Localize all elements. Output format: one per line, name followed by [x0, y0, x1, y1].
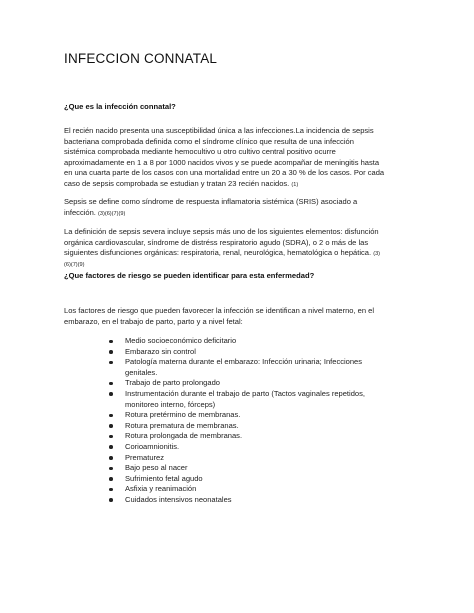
line-text: caso de sepsis comprobada se estudian y tratan 23 recién nacidos.: [64, 178, 290, 188]
list-item: [109, 474, 429, 485]
list-item: [109, 357, 429, 378]
list-item-text: Bajo peso al nacer: [125, 463, 188, 473]
list-item-text: Patología materna durante el embarazo: Infección urinaria; Infecciones: [125, 357, 363, 367]
paragraph-sepsis: [64, 197, 414, 219]
list-item-text: Trabajo de parto prolongado: [125, 378, 220, 388]
list-item-text: Embarazo sin control: [125, 346, 196, 356]
bullet-icon: [109, 350, 113, 354]
text-line: embarazo, en el trabajo de parto, parto y a nivel fetal:: [64, 316, 243, 326]
paragraph-risk-intro: [64, 306, 414, 327]
bullet-icon: [109, 498, 113, 502]
bullet-icon: [109, 414, 113, 418]
bullet-icon: [109, 424, 113, 428]
question-heading-1: ¿Que es la infección connatal?: [64, 102, 176, 111]
citation: (3): [373, 251, 381, 258]
line-text: siguientes disfunciones orgánicas: respiratoria, renal, neurológica, hematológica o hepática.: [64, 248, 372, 258]
bullet-icon: [109, 456, 113, 460]
bullet-icon: [109, 477, 113, 481]
list-item-text: Corioamnionitis.: [125, 441, 180, 451]
list-item-text-continued: genitales.: [125, 367, 158, 377]
bullet-icon: [109, 361, 113, 365]
text-line: bacteriana comprobada definida como el síndrome clínico que resulta de una infección: [64, 136, 354, 146]
text-line: sistémica comprobada mediante hemocultivo u otro cultivo central positivo ocurre: [64, 147, 336, 157]
list-item-text: Sufrimiento fetal agudo: [125, 473, 203, 483]
bullet-icon: [109, 488, 113, 492]
list-item-text: Cuidados intensivos neonatales: [125, 494, 232, 504]
citation: (3)(6)(7)(9): [98, 210, 126, 217]
document-title: INFECCION CONNATAL: [64, 51, 218, 66]
list-item-text: Prematurez: [125, 452, 165, 462]
citation: (6)(7)(9): [64, 261, 85, 268]
list-item: [109, 495, 429, 506]
line-text: infección.: [64, 207, 96, 217]
list-item-text: Rotura prematura de membranas.: [125, 420, 239, 430]
text-line: [64, 208, 414, 220]
bullet-icon: [109, 340, 113, 344]
question-heading-2: ¿Que factores de riesgo se pueden identificar para esta enfermedad?: [64, 271, 315, 280]
text-line: [64, 179, 414, 191]
bullet-icon: [109, 382, 113, 386]
text-line: Sepsis se define como síndrome de respuesta inflamatoria sistémica (SRIS) asociado a: [64, 197, 358, 206]
list-item-text: Rotura pretérmino de membranas.: [125, 410, 241, 420]
list-item-text: Medio socioeconómico deficitario: [125, 336, 237, 345]
list-item-text: Asfixia y reanimación: [125, 484, 197, 494]
list-item-text: Rotura prolongada de membranas.: [125, 431, 243, 441]
text-line: en una cuarta parte de los casos con una mortalidad entre un 20 a 30 % de los casos. Por cada: [64, 168, 385, 178]
list-item: [109, 378, 429, 389]
text-line: El recién nacido presenta una susceptibilidad única a las infecciones.La incidencia de sepsis: [64, 126, 374, 135]
list-item: [109, 463, 429, 474]
paragraph-definition: [64, 126, 414, 191]
citation: (1): [291, 181, 299, 188]
list-item-text: Instrumentación durante el trabajo de parto (Tactos vaginales repetidos,: [125, 388, 365, 398]
list-item: [109, 484, 429, 495]
bullet-icon: [109, 467, 113, 471]
list-item-text-continued: monitoreo interno, fórceps): [125, 399, 216, 409]
bullet-icon: [109, 435, 113, 439]
list-item: [109, 431, 429, 442]
list-item: [109, 389, 429, 410]
list-item: [109, 410, 429, 421]
bullet-icon: [109, 445, 113, 449]
list-item: [109, 336, 429, 347]
text-line: La definición de sepsis severa incluye sepsis más uno de los siguientes elementos: disfunción: [64, 227, 379, 236]
bullet-icon: [109, 392, 113, 396]
list-item: [109, 442, 429, 453]
text-line: Los factores de riesgo que pueden favorecer la infección se identifican a nivel materno, en el: [64, 306, 375, 315]
paragraph-severe-sepsis: [64, 227, 414, 270]
list-item: [109, 347, 429, 358]
text-line: orgánica cardiovascular, síndrome de distréss respiratorio agudo (SDRA), o 2 o más de las: [64, 237, 369, 247]
text-line: aproximadamente en 1 a 8 por 1000 nacidos vivos y se puede acompañar de meningitis hasta: [64, 157, 380, 167]
list-item: [109, 453, 429, 464]
text-line: [64, 248, 414, 260]
list-item: [109, 421, 429, 432]
risk-factor-list: [109, 336, 429, 506]
